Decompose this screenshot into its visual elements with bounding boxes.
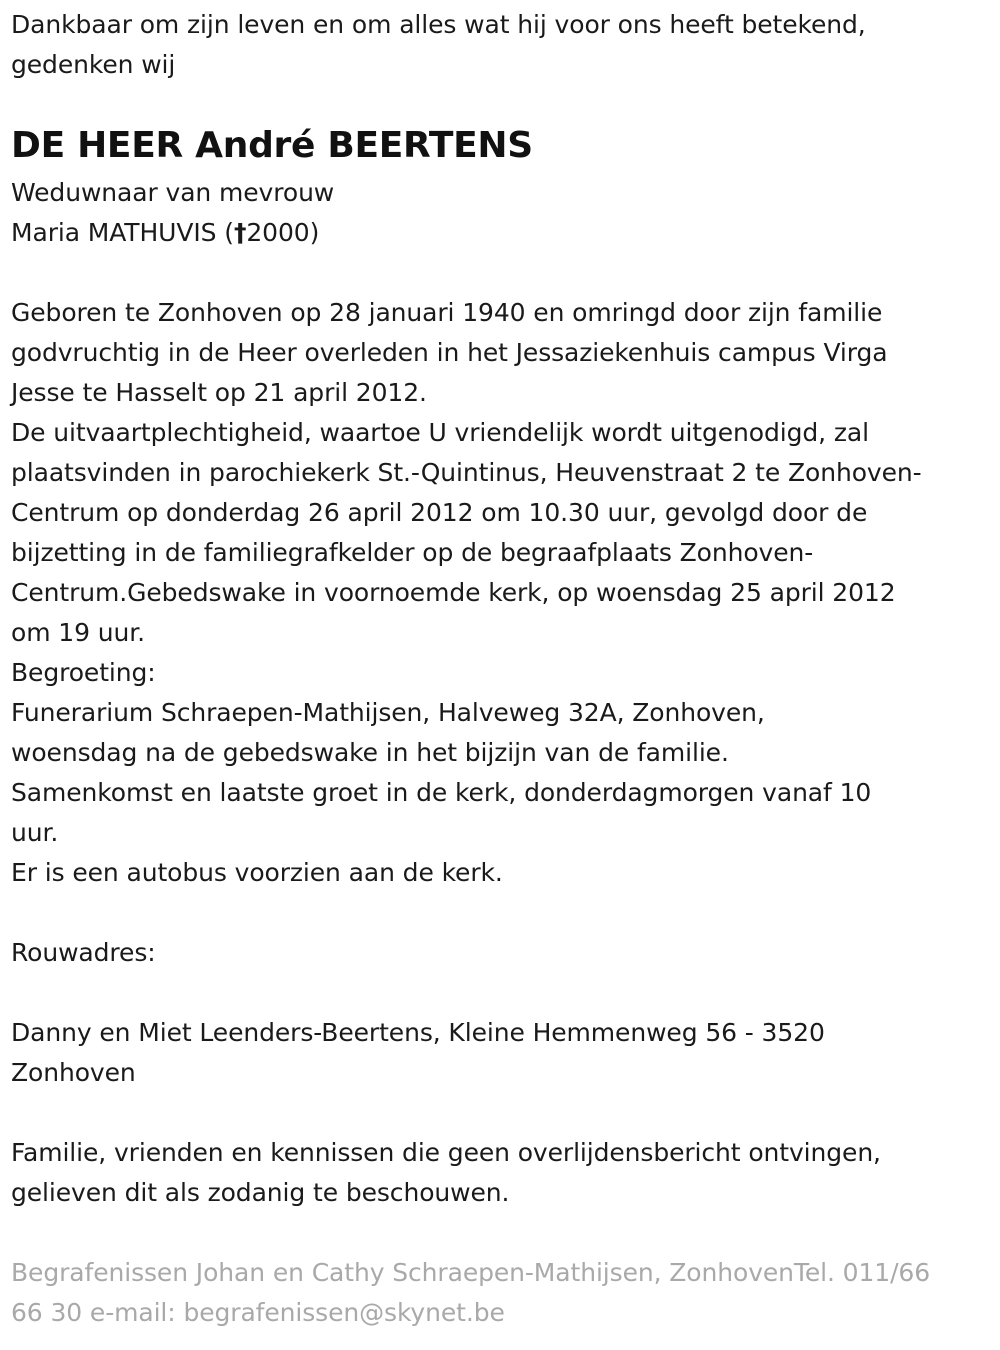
closing-line: gelieven dit als zodanig te beschouwen. — [11, 1178, 510, 1207]
footer-line: Begrafenissen Johan en Cathy Schraepen-Mathijsen, ZonhovenTel. 011/66 — [11, 1258, 931, 1287]
intro-line: Dankbaar om zijn leven en om alles wat hij voor ons heeft betekend, — [11, 10, 866, 39]
body-line: godvruchtig in de Heer overleden in het Jessaziekenhuis campus Virga — [11, 338, 888, 367]
widow-spouse-line — [11, 213, 334, 253]
closing-line: Familie, vrienden en kennissen die geen overlijdensbericht ontvingen, — [11, 1138, 881, 1167]
body-line: De uitvaartplechtigheid, waartoe U vriendelijk wordt uitgenodigd, zal — [11, 418, 869, 447]
footer-line: 66 30 e-mail: begrafenissen@skynet.be — [11, 1298, 505, 1327]
rouwadres-label: Rouwadres: — [11, 938, 156, 967]
spouse-name: Maria MATHUVIS ( — [11, 218, 234, 247]
rouwadres-heading — [11, 933, 156, 973]
funeral-home-footer — [11, 1253, 930, 1333]
body-line: plaatsvinden in parochiekerk St.-Quintinus, Heuvenstraat 2 te Zonhoven- — [11, 458, 922, 487]
deceased-name: DE HEER André BEERTENS — [11, 125, 533, 166]
body-line: om 19 uur. — [11, 618, 145, 647]
body-line: Begroeting: — [11, 658, 156, 687]
body-line: Centrum op donderdag 26 april 2012 om 10.30 uur, gevolgd door de — [11, 498, 868, 527]
body-line: uur. — [11, 818, 59, 847]
body-line: Er is een autobus voorzien aan de kerk. — [11, 858, 503, 887]
widow-line: Weduwnaar van mevrouw — [11, 178, 335, 207]
rouwadres-address — [11, 1013, 825, 1093]
body-line: bijzetting in de familiegrafkelder op de begraafplaats Zonhoven- — [11, 538, 814, 567]
body-line: Centrum.Gebedswake in voornoemde kerk, op woensdag 25 april 2012 — [11, 578, 896, 607]
obituary-body — [11, 293, 922, 893]
address-line: Zonhoven — [11, 1058, 136, 1087]
intro-text — [11, 5, 866, 85]
body-line: Samenkomst en laatste groet in de kerk, donderdagmorgen vanaf 10 — [11, 778, 872, 807]
intro-line: gedenken wij — [11, 50, 176, 79]
closing-note — [11, 1133, 881, 1213]
body-line: Geboren te Zonhoven op 28 januari 1940 en omringd door zijn familie — [11, 298, 883, 327]
body-line: Funerarium Schraepen-Mathijsen, Halveweg 32A, Zonhoven, — [11, 698, 765, 727]
cross-icon: † — [233, 218, 247, 247]
address-line: Danny en Miet Leenders-Beertens, Kleine Hemmenweg 56 - 3520 — [11, 1018, 825, 1047]
body-line: woensdag na de gebedswake in het bijzijn van de familie. — [11, 738, 729, 767]
spouse-year: 2000) — [246, 218, 320, 247]
widow-info — [11, 173, 334, 253]
body-line: Jesse te Hasselt op 21 april 2012. — [11, 378, 427, 407]
